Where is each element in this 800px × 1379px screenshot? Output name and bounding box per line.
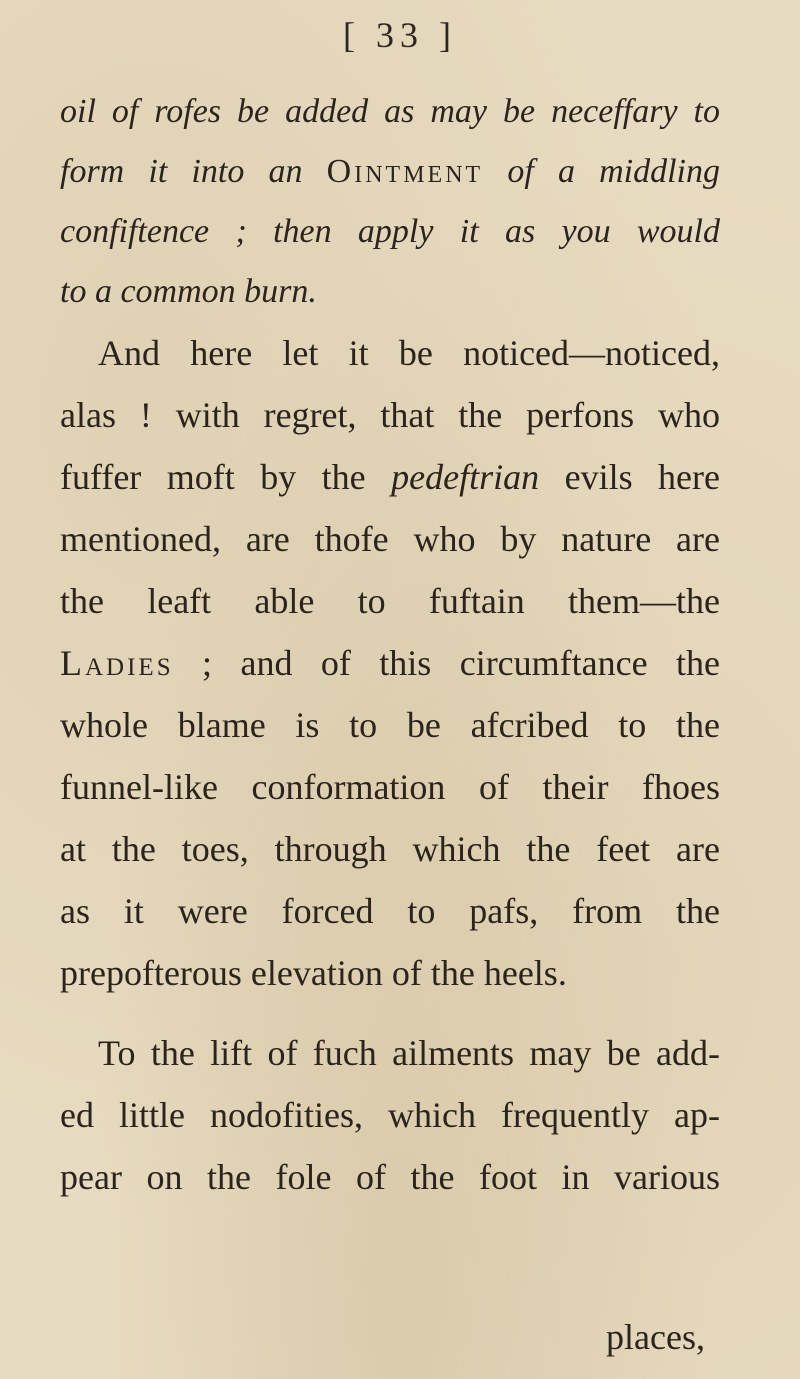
text-line: at the toes, through which the feet are <box>60 829 720 869</box>
text-line: the leaft able to fuftain them—the <box>60 581 720 621</box>
catchword: places, <box>606 1317 705 1357</box>
text-fragment: form it into an <box>60 153 327 190</box>
text-line: ed little nodofities, which frequently ap- <box>60 1095 720 1135</box>
text-line: To the lift of fuch ailments may be add- <box>98 1033 720 1073</box>
text-line: confiftence ; then apply it as you would <box>60 213 720 250</box>
text-line: oil of rofes be added as may be neceffary to <box>60 93 720 130</box>
text-line: funnel-like conformation of their fhoes <box>60 767 720 807</box>
page-number: [ 33 ] <box>343 15 457 55</box>
text-line: alas ! with regret, that the perfons who <box>60 395 720 435</box>
text-line <box>60 446 720 508</box>
paragraph-nodosities <box>60 1022 720 1208</box>
ointment-smallcaps: Ointment <box>326 153 484 190</box>
text-line: as it were forced to pafs, from the <box>60 891 720 931</box>
text-line: mentioned, are thofe who by nature are <box>60 519 720 559</box>
text-fragment: fuffer moft by the <box>60 457 392 497</box>
text-line: whole blame is to be afcribed to the <box>60 705 720 745</box>
text-line <box>60 142 720 202</box>
italic-paragraph <box>60 82 720 322</box>
text-line: And here let it be noticed—noticed, <box>98 333 720 373</box>
text-line <box>60 632 720 694</box>
pedestrian-italic: pedeftrian <box>391 457 540 497</box>
text-line: prepofterous elevation of the heels. <box>60 953 567 993</box>
text-fragment: evils here <box>539 457 720 497</box>
text-fragment: of a middling <box>483 153 720 190</box>
text-line: to a common burn. <box>60 273 317 310</box>
ladies-smallcaps: Ladies <box>60 643 174 683</box>
text-fragment: ; and of this circumftance the <box>173 643 720 683</box>
paragraph-ladies <box>60 322 720 1004</box>
text-line: pear on the fole of the foot in various <box>60 1157 720 1197</box>
